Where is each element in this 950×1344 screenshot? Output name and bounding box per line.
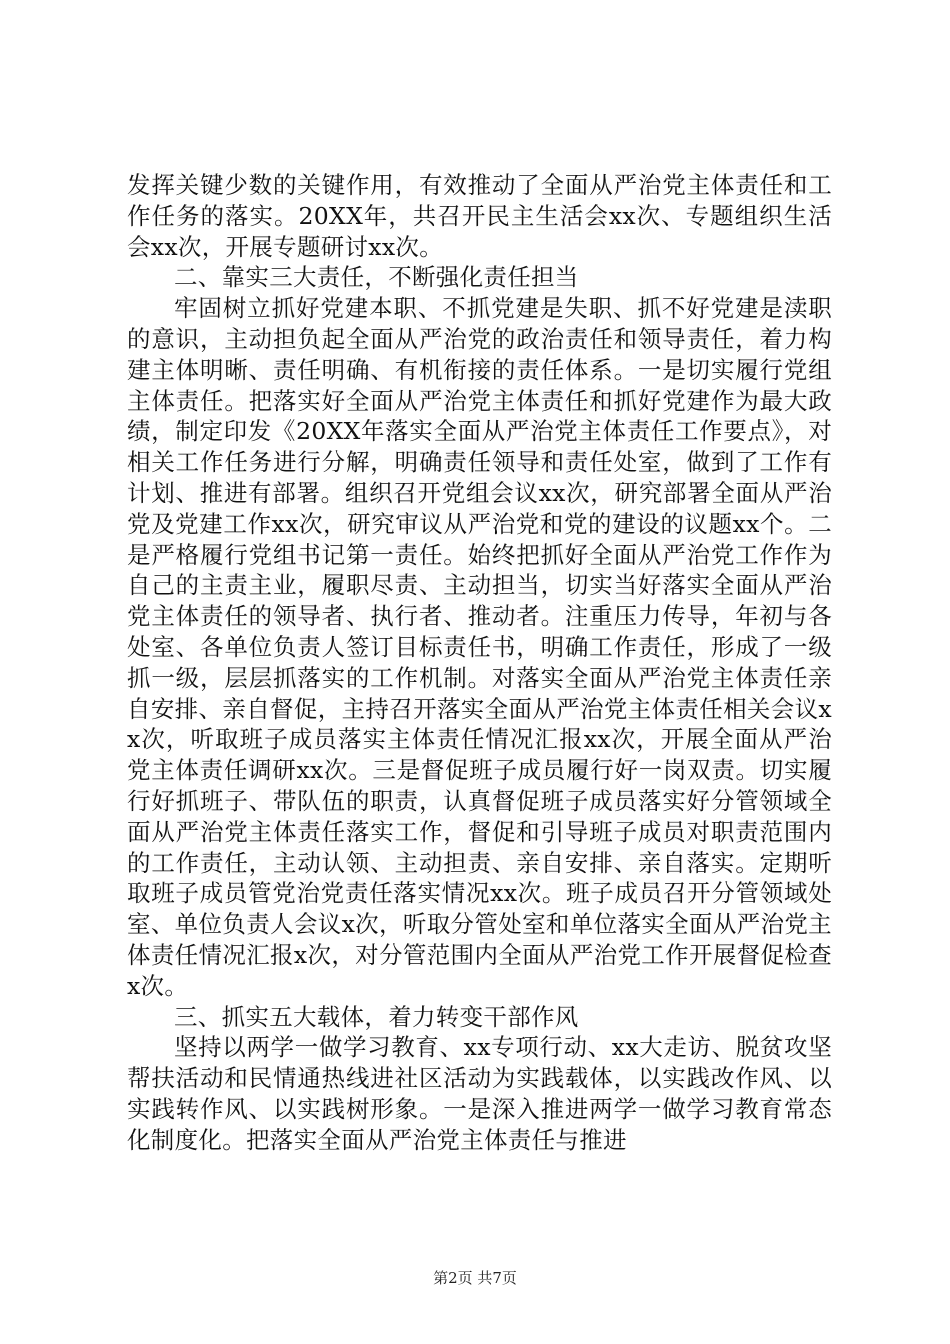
section-heading-3: 三、抓实五大载体，着力转变干部作风 (174, 1002, 579, 1031)
section-heading-2: 二、靠实三大责任，不断强化责任担当 (174, 263, 579, 292)
page-footer: 第2页 共7页 (433, 1269, 517, 1287)
body-paragraph-continued: 发挥关键少数的关键作用，有效推动了全面从严治党主体责任和工作任务的落实。20XX年，共召开民主生活会xx次、专题组织生活会xx次，开展专题研讨xx次。 (127, 171, 832, 261)
body-paragraph: 坚持以两学一做学习教育、xx专项行动、xx大走访、脱贫攻坚帮扶活动和民情通热线进社区活动为实践载体，以实践改作风、以实践转作风、以实践树形象。一是深入推进两学一做学习教育常态化制度化。把落实全面从严治党主体责任与推进 (127, 1033, 832, 1154)
body-paragraph: 牢固树立抓好党建本职、不抓党建是失职、抓不好党建是渎职的意识，主动担负起全面从严治党的政治责任和领导责任，着力构建主体明晰、责任明确、有机衔接的责任体系。一是切实履行党组主体责任。把落实好全面从严治党主体责任和抓好党建作为最大政绩，制定印发《20XX年落实全面从严治党主体责任工作要点》，对相关工作任务进行分解，明确责任领导和责任处室，做到了工作有计划、推进有部署。组织召开党组会议xx次，研究部署全面从严治党及党建工作xx次，研究审议从严治党和党的建设的议题xx个。二是严格履行党组书记第一责任。始终把抓好全面从严治党工作作为自己的主责主业，履职尽责、主动担当，切实当好落实全面从严治党主体责任的领导者、执行者、推动者。注重压力传导，年初与各处室、各单位负责人签订目标责任书，明确工作责任，形成了一级抓一级，层层抓落实的工作机制。对落实全面从严治党主体责任亲自安排、亲自督促，主持召开落实全面从严治党主体责任相关会议xx次，听取班子成员落实主体责任情况汇报xx次，开展全面从严治党主体责任调研xx次。三是督促班子成员履行好一岗双责。切实履行好抓班子、带队伍的职责，认真督促班子成员落实好分管领域全面从严治党主体责任落实工作，督促和引导班子成员对职责范围内的工作责任，主动认领、主动担责、亲自安排、亲自落实。定期听取班子成员管党治党责任落实情况xx次。班子成员召开分管领域处室、单位负责人会议x次，听取分管处室和单位落实全面从严治党主体责任情况汇报x次，对分管范围内全面从严治党工作开展督促检查x次。 (127, 294, 832, 1000)
document-body (127, 170, 832, 1156)
